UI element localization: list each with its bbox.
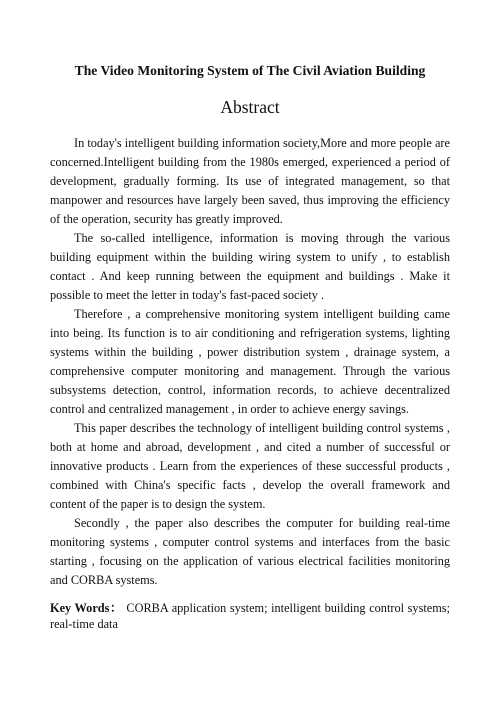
document-title: The Video Monitoring System of The Civil Aviation Building [74, 63, 426, 78]
abstract-paragraph-1: In today's intelligent building information society,More and more people are concerned.Intelligent building from the 1980s emerged, experienced a period of development, gradually forming. Its use of integrated management, so that manpower and resources have largely been saved, thus improving the efficiency of the operation, security has greatly improved. [50, 136, 450, 226]
abstract-paragraph-5: Secondly , the paper also describes the computer for building real-time monitoring systems , computer control systems and interfaces from the basic starting , focusing on the application of various electrical facilities monitoring and CORBA systems. [50, 516, 450, 587]
abstract-paragraph-4: This paper describes the technology of intelligent building control systems , both at home and abroad, development , and cited a number of successful or innovative products . Learn from the experiences of these successful products , combined with China's specific facts , develop the overall framework and content of the paper is to design the system. [50, 421, 450, 511]
abstract-paragraph-3: Therefore , a comprehensive monitoring system intelligent building came into being. Its function is to air conditioning and refrigeration systems, lighting systems within the building , power distribution system , drainage system, a comprehensive computer monitoring and management. Through the various subsystems detection, control, information records, to achieve decentralized control and centralized management , in order to achieve energy savings. [50, 307, 450, 416]
abstract-heading: Abstract [220, 97, 280, 117]
keywords-line [50, 600, 450, 632]
abstract-body [50, 134, 450, 632]
abstract-paragraph-2: The so-called intelligence, information is moving through the various building equipment within the building wiring system to unify , to establish contact . And keep running between the equipment and buildings . Make it possible to meet the letter in today's fast-paced society . [50, 231, 450, 302]
keywords-text: CORBA application system; intelligent building control systems; real-time data [50, 601, 450, 631]
keywords-label: Key Words： [50, 601, 123, 615]
